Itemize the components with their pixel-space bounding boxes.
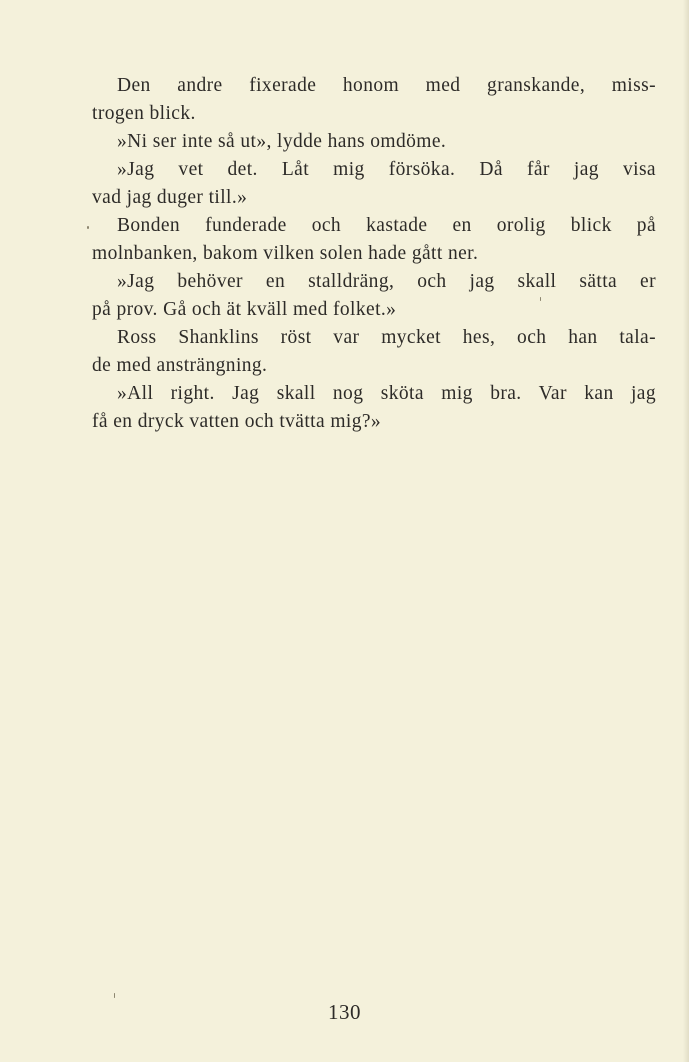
text-line-12: »All right. Jag skall nog sköta mig bra. Var kan jag bbox=[117, 383, 656, 404]
page-edge-shadow bbox=[683, 0, 689, 1062]
text-line-5: vad jag duger till.» bbox=[92, 187, 248, 208]
text-line-9: på prov. Gå och ät kväll med folket.» bbox=[92, 299, 397, 320]
body-text bbox=[92, 72, 656, 436]
text-line-2: trogen blick. bbox=[92, 103, 196, 124]
text-line-10: Ross Shanklins röst var mycket hes, och han tala- bbox=[117, 327, 656, 348]
text-line-3: »Ni ser inte så ut», lydde hans omdöme. bbox=[117, 131, 447, 152]
text-line-7: molnbanken, bakom vilken solen hade gått ner. bbox=[92, 243, 479, 264]
ink-speck bbox=[87, 226, 89, 229]
text-line-8: »Jag behöver en stalldräng, och jag skall sätta er bbox=[117, 271, 656, 292]
text-line-1: Den andre fixerade honom med granskande, miss- bbox=[117, 75, 656, 96]
text-line-6: Bonden funderade och kastade en orolig blick på bbox=[117, 215, 656, 236]
text-line-13: få en dryck vatten och tvätta mig?» bbox=[92, 411, 382, 432]
page-number: 130 bbox=[328, 1000, 361, 1024]
text-line-4: »Jag vet det. Låt mig försöka. Då får jag visa bbox=[117, 159, 656, 180]
text-line-11: de med ansträngning. bbox=[92, 355, 268, 376]
ink-speck bbox=[540, 297, 541, 301]
